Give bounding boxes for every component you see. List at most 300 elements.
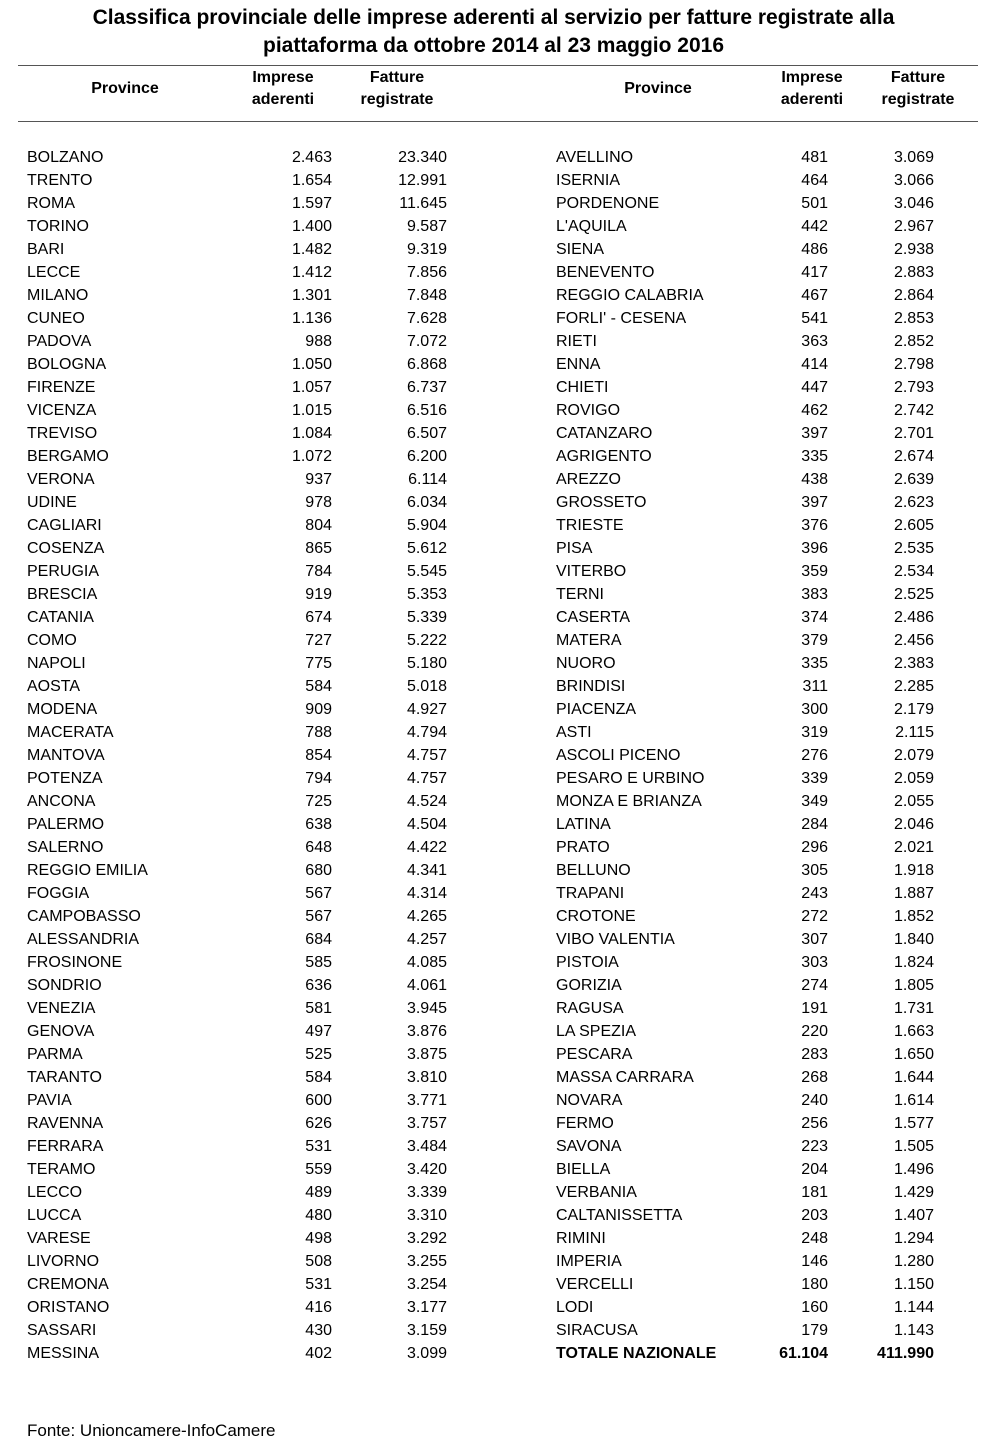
imprese-value: 349 [801, 793, 828, 810]
imprese-value: 626 [305, 1115, 332, 1132]
imprese-value: 379 [801, 632, 828, 649]
fatture-value: 4.265 [406, 908, 447, 925]
fatture-value: 2.055 [893, 793, 934, 810]
fatture-value: 1.496 [893, 1161, 934, 1178]
table-row [27, 583, 487, 606]
imprese-value: 600 [305, 1092, 332, 1109]
province-name: TRAPANI [556, 885, 625, 902]
province-name: BOLZANO [27, 149, 104, 166]
province-name: PESCARA [556, 1046, 633, 1063]
province-name: CAMPOBASSO [27, 908, 141, 925]
table-row [556, 721, 987, 744]
province-name: COMO [27, 632, 77, 649]
table-row [27, 353, 487, 376]
header-imprese-line1: Imprese [781, 69, 843, 86]
province-name: PADOVA [27, 333, 92, 350]
table-row [556, 1227, 987, 1250]
table-row [556, 560, 987, 583]
table-row [27, 1135, 487, 1158]
imprese-value: 283 [801, 1046, 828, 1063]
fatture-value: 5.353 [406, 586, 447, 603]
table-row [556, 514, 987, 537]
imprese-value: 276 [801, 747, 828, 764]
fatture-value: 5.545 [406, 563, 447, 580]
table-row [556, 445, 987, 468]
table-row [556, 537, 987, 560]
imprese-value: 464 [801, 172, 828, 189]
table-row [556, 836, 987, 859]
table-row [556, 905, 987, 928]
table-row [27, 192, 487, 215]
imprese-value: 680 [305, 862, 332, 879]
table-row [27, 491, 487, 514]
imprese-value: 414 [801, 356, 828, 373]
table-row [556, 192, 987, 215]
imprese-value: 204 [801, 1161, 828, 1178]
fatture-value: 1.840 [893, 931, 934, 948]
fatture-value: 2.798 [893, 356, 934, 373]
fatture-value: 2.793 [893, 379, 934, 396]
province-name: MESSINA [27, 1345, 100, 1362]
fatture-value: 3.810 [406, 1069, 447, 1086]
imprese-value: 243 [801, 885, 828, 902]
province-name: TREVISO [27, 425, 98, 442]
imprese-value: 581 [305, 1000, 332, 1017]
imprese-value: 191 [801, 1000, 828, 1017]
imprese-value: 525 [305, 1046, 332, 1063]
header-province-left: Province [91, 80, 159, 97]
province-name: MANTOVA [27, 747, 105, 764]
imprese-value: 501 [801, 195, 828, 212]
table-row [27, 1342, 487, 1365]
province-name: CALTANISSETTA [556, 1207, 683, 1224]
imprese-value: 725 [305, 793, 332, 810]
province-name: ANCONA [27, 793, 96, 810]
province-name: CAGLIARI [27, 517, 102, 534]
fatture-value: 2.701 [893, 425, 934, 442]
imprese-value: 1.400 [291, 218, 332, 235]
table-row [27, 1020, 487, 1043]
header-fatture-line2: registrate [881, 91, 955, 108]
fatture-value: 1.505 [893, 1138, 934, 1155]
title-line-1: Classifica provinciale delle imprese aderenti al servizio per fatture registrate alla [92, 6, 895, 29]
table-row [27, 215, 487, 238]
table-row [556, 1089, 987, 1112]
fatture-value: 4.927 [406, 701, 447, 718]
table-row [556, 1319, 987, 1342]
fatture-value: 1.294 [893, 1230, 934, 1247]
imprese-value: 584 [305, 678, 332, 695]
province-name: MACERATA [27, 724, 114, 741]
table-row [556, 652, 987, 675]
fatture-value: 2.021 [893, 839, 934, 856]
table-row [27, 1181, 487, 1204]
table-row [27, 882, 487, 905]
imprese-value: 865 [305, 540, 332, 557]
fatture-value: 7.628 [406, 310, 447, 327]
header-fatture-line2: registrate [360, 91, 434, 108]
table-row [27, 1319, 487, 1342]
imprese-value: 1.057 [291, 379, 332, 396]
fatture-value: 1.650 [893, 1046, 934, 1063]
table-row [556, 675, 987, 698]
imprese-value: 447 [801, 379, 828, 396]
fatture-value: 5.222 [406, 632, 447, 649]
fatture-value: 1.150 [893, 1276, 934, 1293]
province-name: FORLI' - CESENA [556, 310, 687, 327]
imprese-value: 559 [305, 1161, 332, 1178]
province-name: PESARO E URBINO [556, 770, 705, 787]
table-row [27, 284, 487, 307]
imprese-value: 438 [801, 471, 828, 488]
imprese-value: 480 [305, 1207, 332, 1224]
fatture-value: 1.918 [893, 862, 934, 879]
fatture-value: 12.991 [398, 172, 447, 189]
province-name: BARI [27, 241, 65, 258]
fatture-value: 1.731 [893, 1000, 934, 1017]
fatture-value: 2.853 [893, 310, 934, 327]
fatture-value: 3.069 [893, 149, 934, 166]
fatture-value: 1.824 [893, 954, 934, 971]
header-imprese-right [762, 67, 862, 111]
table-row [556, 1112, 987, 1135]
table-row [27, 951, 487, 974]
province-name: TARANTO [27, 1069, 102, 1086]
table-row [556, 238, 987, 261]
province-name: CATANIA [27, 609, 94, 626]
imprese-value: 397 [801, 494, 828, 511]
fatture-value: 2.534 [893, 563, 934, 580]
imprese-value: 305 [801, 862, 828, 879]
table-row [27, 537, 487, 560]
fatture-value: 7.856 [406, 264, 447, 281]
fatture-value: 2.967 [893, 218, 934, 235]
province-name: CUNEO [27, 310, 85, 327]
fatture-value: 4.061 [406, 977, 447, 994]
table-row [556, 468, 987, 491]
imprese-value: 1.412 [291, 264, 332, 281]
fatture-value: 6.114 [408, 471, 447, 488]
table-row [27, 997, 487, 1020]
fatture-value: 4.757 [406, 770, 447, 787]
fatture-value: 2.605 [893, 517, 934, 534]
province-name: PAVIA [27, 1092, 72, 1109]
province-name: VARESE [27, 1230, 91, 1247]
fatture-value: 5.904 [406, 517, 447, 534]
imprese-value: 508 [305, 1253, 332, 1270]
province-name: CATANZARO [556, 425, 653, 442]
imprese-value: 775 [305, 655, 332, 672]
province-name: REGGIO CALABRIA [556, 287, 704, 304]
imprese-value: 417 [801, 264, 828, 281]
imprese-value: 648 [305, 839, 332, 856]
imprese-value: 240 [801, 1092, 828, 1109]
table-row [556, 261, 987, 284]
fatture-value: 3.757 [406, 1115, 447, 1132]
table-row [556, 974, 987, 997]
fatture-value: 3.310 [406, 1207, 447, 1224]
fatture-value: 5.339 [406, 609, 447, 626]
imprese-value: 919 [305, 586, 332, 603]
table-row [556, 1250, 987, 1273]
province-name: LIVORNO [27, 1253, 100, 1270]
table-row [556, 606, 987, 629]
imprese-value: 636 [305, 977, 332, 994]
fatture-value: 4.757 [406, 747, 447, 764]
fatture-value: 4.314 [406, 885, 447, 902]
province-name: AREZZO [556, 471, 621, 488]
province-name: PERUGIA [27, 563, 100, 580]
imprese-value: 804 [305, 517, 332, 534]
province-name: FERRARA [27, 1138, 104, 1155]
table-row [556, 1273, 987, 1296]
table-row [556, 169, 987, 192]
table-row [27, 307, 487, 330]
table-row [27, 652, 487, 675]
table-row [556, 376, 987, 399]
table-row [27, 905, 487, 928]
header-top-rule [18, 65, 978, 66]
table-row [556, 629, 987, 652]
province-name: BOLOGNA [27, 356, 107, 373]
table-row [27, 928, 487, 951]
table-row [556, 491, 987, 514]
imprese-value: 498 [305, 1230, 332, 1247]
table-row [27, 468, 487, 491]
fatture-value: 6.516 [406, 402, 447, 419]
table-row [556, 330, 987, 353]
province-name: CROTONE [556, 908, 636, 925]
imprese-value: 307 [801, 931, 828, 948]
fatture-value: 1.577 [893, 1115, 934, 1132]
fatture-value: 6.868 [406, 356, 447, 373]
table-row [556, 1043, 987, 1066]
province-name: AVELLINO [556, 149, 634, 166]
imprese-value: 339 [801, 770, 828, 787]
fatture-value: 7.072 [406, 333, 447, 350]
imprese-value: 274 [801, 977, 828, 994]
imprese-value: 784 [305, 563, 332, 580]
table-row [27, 1273, 487, 1296]
imprese-value: 160 [801, 1299, 828, 1316]
fatture-value: 2.486 [893, 609, 934, 626]
province-name: FROSINONE [27, 954, 123, 971]
table-row [27, 1089, 487, 1112]
province-name: RIETI [556, 333, 597, 350]
fatture-value: 9.319 [406, 241, 447, 258]
table-row [556, 1204, 987, 1227]
province-name: TRENTO [27, 172, 93, 189]
province-name: GORIZIA [556, 977, 622, 994]
province-name: RAVENNA [27, 1115, 104, 1132]
table-row [27, 974, 487, 997]
total-fatture: 411.990 [877, 1345, 934, 1362]
province-name: MATERA [556, 632, 622, 649]
fatture-value: 2.179 [893, 701, 934, 718]
imprese-value: 541 [801, 310, 828, 327]
table-row [27, 698, 487, 721]
province-name: MONZA E BRIANZA [556, 793, 702, 810]
province-name: REGGIO EMILIA [27, 862, 148, 879]
table-row [27, 836, 487, 859]
province-name: LA SPEZIA [556, 1023, 637, 1040]
fatture-value: 2.639 [893, 471, 934, 488]
table-row [556, 215, 987, 238]
table-row [556, 767, 987, 790]
fatture-value: 2.059 [893, 770, 934, 787]
province-name: BIELLA [556, 1161, 611, 1178]
province-name: MILANO [27, 287, 89, 304]
table-row [27, 813, 487, 836]
imprese-value: 567 [305, 908, 332, 925]
imprese-value: 585 [305, 954, 332, 971]
fatture-value: 3.046 [893, 195, 934, 212]
fatture-value: 3.254 [406, 1276, 447, 1293]
header-imprese-left [233, 67, 333, 111]
province-name: POTENZA [27, 770, 103, 787]
province-name: BRESCIA [27, 586, 98, 603]
table-row [27, 859, 487, 882]
province-name: VERONA [27, 471, 95, 488]
header-bottom-rule [18, 121, 978, 122]
table-row [556, 997, 987, 1020]
table-row [27, 1296, 487, 1319]
table-row [556, 1158, 987, 1181]
table-row [556, 353, 987, 376]
fatture-value: 2.456 [893, 632, 934, 649]
header-fatture-line1: Fatture [890, 69, 946, 86]
imprese-value: 374 [801, 609, 828, 626]
imprese-value: 1.597 [291, 195, 332, 212]
fatture-value: 6.507 [406, 425, 447, 442]
imprese-value: 402 [305, 1345, 332, 1362]
province-name: IMPERIA [556, 1253, 622, 1270]
imprese-value: 674 [305, 609, 332, 626]
fatture-value: 1.143 [893, 1322, 934, 1339]
imprese-value: 335 [801, 655, 828, 672]
header-imprese-line2: aderenti [780, 91, 844, 108]
imprese-value: 256 [801, 1115, 828, 1132]
province-name: PISTOIA [556, 954, 619, 971]
fatture-value: 2.079 [893, 747, 934, 764]
fatture-value: 4.524 [406, 793, 447, 810]
province-name: FERMO [556, 1115, 614, 1132]
imprese-value: 363 [801, 333, 828, 350]
imprese-value: 531 [305, 1276, 332, 1293]
province-name: ALESSANDRIA [27, 931, 140, 948]
table-row [27, 1066, 487, 1089]
fatture-value: 2.623 [893, 494, 934, 511]
fatture-value: 3.875 [406, 1046, 447, 1063]
imprese-value: 638 [305, 816, 332, 833]
imprese-value: 1.072 [291, 448, 332, 465]
province-name: CREMONA [27, 1276, 109, 1293]
table-row [556, 951, 987, 974]
fatture-value: 2.285 [893, 678, 934, 695]
imprese-value: 376 [801, 517, 828, 534]
province-name: VICENZA [27, 402, 97, 419]
province-name: AGRIGENTO [556, 448, 652, 465]
table-row [556, 422, 987, 445]
imprese-value: 223 [801, 1138, 828, 1155]
table-row [27, 1204, 487, 1227]
province-name: NOVARA [556, 1092, 623, 1109]
fatture-value: 1.644 [893, 1069, 934, 1086]
province-name: SIENA [556, 241, 605, 258]
fatture-value: 2.883 [893, 264, 934, 281]
header-fatture-left [347, 67, 447, 111]
imprese-value: 1.482 [291, 241, 332, 258]
province-name: SONDRIO [27, 977, 102, 994]
fatture-value: 1.144 [893, 1299, 934, 1316]
table-row [27, 1227, 487, 1250]
province-name: LUCCA [27, 1207, 82, 1224]
imprese-value: 396 [801, 540, 828, 557]
table-row [556, 146, 987, 169]
fatture-value: 7.848 [406, 287, 447, 304]
province-name: TERNI [556, 586, 604, 603]
table-row [27, 146, 487, 169]
imprese-value: 794 [305, 770, 332, 787]
header-fatture-line1: Fatture [369, 69, 425, 86]
imprese-value: 988 [305, 333, 332, 350]
table-row [27, 721, 487, 744]
fatture-value: 1.805 [893, 977, 934, 994]
table-row [27, 445, 487, 468]
fatture-value: 2.674 [893, 448, 934, 465]
table-row [556, 1020, 987, 1043]
table-row [556, 1181, 987, 1204]
imprese-value: 489 [305, 1184, 332, 1201]
table-row [556, 1135, 987, 1158]
province-name: ISERNIA [556, 172, 621, 189]
fatture-value: 4.085 [406, 954, 447, 971]
imprese-value: 311 [802, 678, 828, 695]
fatture-value: 3.159 [406, 1322, 447, 1339]
fatture-value: 5.612 [406, 540, 447, 557]
table-row [556, 813, 987, 836]
table-row [27, 790, 487, 813]
fatture-value: 2.046 [893, 816, 934, 833]
table-row [556, 698, 987, 721]
table-row [27, 767, 487, 790]
fatture-value: 4.504 [406, 816, 447, 833]
title-line-2: piattaforma da ottobre 2014 al 23 maggio 2016 [263, 34, 724, 57]
province-name: ROVIGO [556, 402, 621, 419]
fatture-value: 2.852 [893, 333, 934, 350]
province-name: LECCO [27, 1184, 83, 1201]
left-column-table [27, 146, 487, 1365]
imprese-value: 481 [801, 149, 828, 166]
fatture-value: 5.018 [406, 678, 447, 695]
province-name: VENEZIA [27, 1000, 96, 1017]
province-name: ASTI [556, 724, 592, 741]
fatture-value: 6.200 [406, 448, 447, 465]
fatture-value: 4.341 [406, 862, 447, 879]
imprese-value: 1.301 [291, 287, 332, 304]
fatture-value: 3.945 [406, 1000, 447, 1017]
imprese-value: 937 [305, 471, 332, 488]
province-name: VIBO VALENTIA [556, 931, 675, 948]
province-name: PISA [556, 540, 593, 557]
province-name: LECCE [27, 264, 81, 281]
fatture-value: 1.852 [893, 908, 934, 925]
imprese-value: 442 [801, 218, 828, 235]
total-row [556, 1342, 987, 1365]
imprese-value: 567 [305, 885, 332, 902]
province-name: TRIESTE [556, 517, 624, 534]
total-imprese: 61.104 [779, 1345, 828, 1362]
